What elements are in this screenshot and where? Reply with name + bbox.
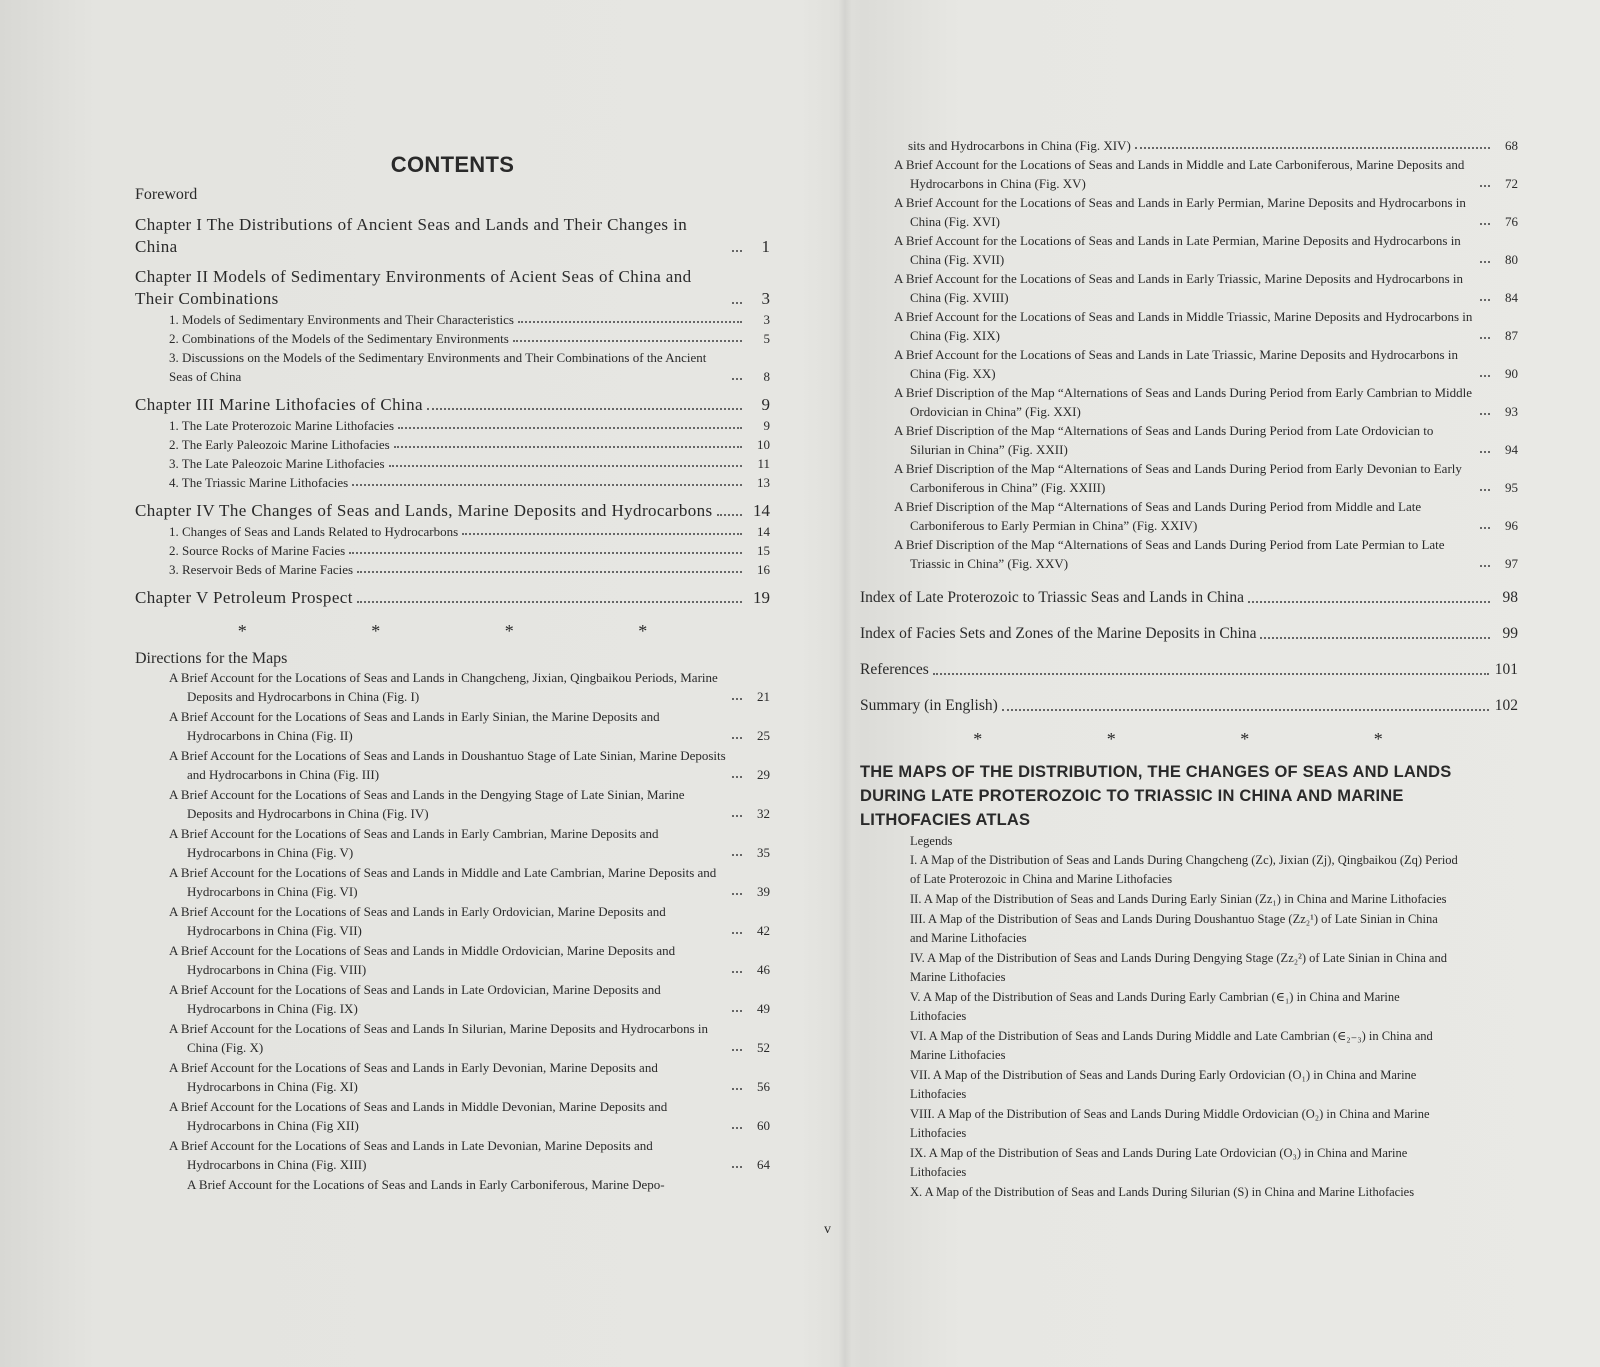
toc-figure-entry xyxy=(135,980,770,1018)
book-gutter xyxy=(838,0,852,1367)
left-page xyxy=(135,146,770,1195)
toc-entry-text: A Brief Account for the Locations of Seas and Lands in Early Cambrian, Marine Deposits and Hydrocarbons in China (Fig. V) xyxy=(169,826,659,860)
toc-figure-entry xyxy=(878,193,1518,231)
toc-figure-entry xyxy=(878,421,1518,459)
toc-index-entry xyxy=(860,587,1518,609)
toc-entry-text: A Brief Account for the Locations of Seas and Lands in Late Permian, Marine Deposits and Hydrocarbons in China (Fig. XVII) xyxy=(894,233,1461,267)
toc-page-number: 29 xyxy=(757,767,770,782)
toc-figure-entry xyxy=(878,231,1518,269)
leader-dots xyxy=(1480,489,1490,491)
toc-page-number: 94 xyxy=(1505,442,1518,457)
section-divider-stars-right: * * * * xyxy=(973,729,1443,749)
toc-sub-4-1: 1. Changes of Seas and Lands Related to Hydrocarbons 14 xyxy=(169,524,770,539)
toc-page-number: 46 xyxy=(757,962,770,977)
toc-chapter-5: Chapter V Petroleum Prospect 19 xyxy=(135,588,770,607)
toc-entry-text: A Brief Account for the Locations of Seas and Lands in Early Triassic, Marine Deposits and Hydrocarbons in China (Fig. XVIII) xyxy=(894,271,1463,305)
leader-dots xyxy=(1480,185,1490,187)
section-divider-stars: * * * * xyxy=(237,621,708,641)
toc-chapter-1: Chapter I The Distributions of Ancient Seas and Lands and Their Changes in China 1 xyxy=(135,215,770,256)
toc-figure-entry xyxy=(135,863,770,901)
page-folio: v xyxy=(824,1222,831,1237)
toc-page-number: 90 xyxy=(1505,366,1518,381)
toc-sub-2-1: 1. Models of Sedimentary Environments and Their Characteristics 3 xyxy=(169,312,770,327)
toc-entry-text: A Brief Account for the Locations of Seas and Lands in Early Permian, Marine Deposits and Hydrocarbons in China (Fig. XVI) xyxy=(894,195,1466,229)
leader-dots xyxy=(732,854,742,856)
toc-page-number: 21 xyxy=(757,689,770,704)
leader-dots xyxy=(732,932,742,934)
toc-page-number: 72 xyxy=(1505,176,1518,191)
leader-dots xyxy=(1480,299,1490,301)
leader-dots xyxy=(1480,337,1490,339)
toc-page-number: 93 xyxy=(1505,404,1518,419)
leader-dots xyxy=(732,1049,742,1051)
atlas-map-entry: IV. A Map of the Distribution of Seas and Lands During Dengying Stage (Zz₂²) of Late Sinian in China and Marine Lithofacies xyxy=(910,951,1447,984)
leader-dots xyxy=(732,815,742,817)
toc-entry-text: A Brief Account for the Locations of Seas and Lands in Middle and Late Carboniferous, Marine Deposits and Hydrocarbons in China (Fig. XV) xyxy=(894,157,1465,191)
toc-page-number: 102 xyxy=(1494,697,1518,714)
leader-dots xyxy=(732,698,742,700)
toc-entry-text: A Brief Account for the Locations of Seas and Lands in Middle and Late Cambrian, Marine Deposits and Hydrocarbons in China (Fig. VI) xyxy=(169,865,717,899)
leader-dots xyxy=(732,893,742,895)
toc-figure-entry xyxy=(878,497,1518,535)
leader-dots xyxy=(732,1088,742,1090)
toc-entry-text: Summary (in English) xyxy=(860,697,998,714)
toc-chapter-4: Chapter IV The Changes of Seas and Lands, Marine Deposits and Hydrocarbons 14 xyxy=(135,501,770,520)
atlas-map-entry: VIII. A Map of the Distribution of Seas and Lands During Middle Ordovician (O₂) in China and Marine Lithofacies xyxy=(910,1107,1430,1140)
legends-label: Legends xyxy=(910,834,953,848)
toc-figure-entry xyxy=(878,307,1518,345)
toc-entry-text: A Brief Account for the Locations of Seas and Lands in Late Devonian, Marine Deposits and Hydrocarbons in China (Fig. XIII) xyxy=(169,1138,653,1172)
leader-dots xyxy=(1260,637,1490,639)
toc-sub-3-1: 1. The Late Proterozoic Marine Lithofacies 9 xyxy=(169,418,770,433)
toc-page-number: 84 xyxy=(1505,290,1518,305)
atlas-map-entry: II. A Map of the Distribution of Seas and Lands During Early Sinian (Zz₁) in China and Marine Lithofacies xyxy=(910,892,1447,906)
toc-page-number: 42 xyxy=(757,923,770,938)
directions-heading: Directions for the Maps xyxy=(135,650,288,667)
leader-dots xyxy=(1002,709,1489,711)
toc-figure-entry xyxy=(135,1097,770,1135)
toc-entry-text: Index of Facies Sets and Zones of the Marine Deposits in China xyxy=(860,625,1257,642)
atlas-map-entry: VII. A Map of the Distribution of Seas and Lands During Early Ordovician (O₁) in China and Marine Lithofacies xyxy=(910,1068,1417,1101)
toc-page-number: 96 xyxy=(1505,518,1518,533)
toc-entry-text: A Brief Account for the Locations of Seas and Lands in Changcheng, Jixian, Qingbaikou Periods, Marine Deposits and Hydrocarbons in China (Fig. I) xyxy=(169,670,718,704)
toc-sub-4-2: 2. Source Rocks of Marine Facies 15 xyxy=(169,543,770,558)
toc-entry-text: A Brief Account for the Locations of Seas and Lands in Doushantuo Stage of Late Sinian, Marine Deposits and Hydrocarbons in China (Fig. III) xyxy=(169,748,726,782)
toc-page-number: 52 xyxy=(757,1040,770,1055)
toc-sub-3-2: 2. The Early Paleozoic Marine Lithofacies 10 xyxy=(169,437,770,452)
toc-index-entry xyxy=(860,659,1518,681)
atlas-map-entry: IX. A Map of the Distribution of Seas and Lands During Late Ordovician (O₃) in China and Marine Lithofacies xyxy=(910,1146,1408,1179)
toc-page-number: 99 xyxy=(1502,625,1518,642)
leader-dots xyxy=(1248,601,1490,603)
toc-page-number: 76 xyxy=(1505,214,1518,229)
toc-figure-entry xyxy=(135,785,770,823)
toc-sub-4-3: 3. Reservoir Beds of Marine Facies 16 xyxy=(169,562,770,577)
toc-entry-text: A Brief Account for the Locations of Seas and Lands in Early Ordovician, Marine Deposits and Hydrocarbons in China (Fig. VII) xyxy=(169,904,666,938)
toc-figure-entry xyxy=(878,383,1518,421)
toc-figure-entry xyxy=(135,1019,770,1057)
toc-entry-text: A Brief Account for the Locations of Seas and Lands in Early Sinian, the Marine Deposits and Hydrocarbons in China (Fig. II) xyxy=(169,709,660,743)
toc-entry-text: A Brief Account for the Locations of Seas and Lands in Late Ordovician, Marine Deposits and Hydrocarbons in China (Fig. IX) xyxy=(169,982,661,1016)
toc-page-number: 80 xyxy=(1505,252,1518,267)
toc-page-number: 56 xyxy=(757,1079,770,1094)
toc-figure-entry xyxy=(878,269,1518,307)
figure-directions-list-continued xyxy=(878,155,1518,573)
toc-entry-text: A Brief Account for the Locations of Seas and Lands in Late Triassic, Marine Deposits and Hydrocarbons in China (Fig. XX) xyxy=(894,347,1458,381)
toc-index-entry xyxy=(860,695,1518,717)
toc-figure-entry xyxy=(135,1136,770,1174)
leader-dots xyxy=(1480,413,1490,415)
toc-figure-entry xyxy=(135,1058,770,1096)
toc-entry-text: A Brief Discription of the Map “Alternations of Seas and Lands During Period from Early Cambrian to Middle Ordovician in China” (Fig. XXI) xyxy=(894,385,1473,419)
toc-figure-entry xyxy=(135,746,770,784)
leader-dots xyxy=(933,673,1489,675)
leader-dots xyxy=(1480,565,1490,567)
toc-figure-entry xyxy=(878,155,1518,193)
toc-entry-text: A Brief Discription of the Map “Alternations of Seas and Lands During Period from Late Ordovician to Silurian in China” (Fig. XXII) xyxy=(894,423,1434,457)
leader-dots xyxy=(1480,223,1490,225)
leader-dots xyxy=(732,776,742,778)
toc-figure-entry xyxy=(135,668,770,706)
toc-sub-2-3: 3. Discussions on the Models of the Sedimentary Environments and Their Combinations of the Ancient Seas of China 8 xyxy=(169,350,770,384)
toc-page-number: 60 xyxy=(757,1118,770,1133)
index-entries xyxy=(860,587,1518,717)
toc-figure-entry xyxy=(878,345,1518,383)
toc-chapter-2: Chapter II Models of Sedimentary Environments of Acient Seas of China and Their Combinations 3 xyxy=(135,267,770,308)
leader-dots xyxy=(732,737,742,739)
toc-page-number: 98 xyxy=(1502,589,1518,606)
toc-figure-entry xyxy=(878,535,1518,573)
foreword-entry: Foreword xyxy=(135,186,198,203)
toc-entry-text: A Brief Discription of the Map “Alternations of Seas and Lands During Period from Early Devonian to Early Carboniferous in China” (Fig. XXIII) xyxy=(894,461,1462,495)
leader-dots xyxy=(1480,261,1490,263)
leader-dots xyxy=(732,971,742,973)
contents-title: CONTENTS xyxy=(390,152,515,177)
toc-sub-3-4: 4. The Triassic Marine Lithofacies 13 xyxy=(169,475,770,490)
toc-page-number: 32 xyxy=(757,806,770,821)
atlas-map-entry: III. A Map of the Distribution of Seas and Lands During Doushantuo Stage (Zz₂¹) of Late Sinian in China and Marine Lithofacies xyxy=(910,912,1438,945)
toc-figure-xiv: sits and Hydrocarbons in China (Fig. XIV) 68 xyxy=(908,138,1518,153)
toc-figure-continued: A Brief Account for the Locations of Seas and Lands in Early Carboniferous, Marine Depo- xyxy=(187,1177,665,1192)
toc-page-number: 39 xyxy=(757,884,770,899)
toc-entry-text: A Brief Account for the Locations of Seas and Lands in Middle Ordovician, Marine Deposits and Hydrocarbons in China (Fig. VIII) xyxy=(169,943,676,977)
toc-entry-text: A Brief Discription of the Map “Alternations of Seas and Lands During Period from Middle and Late Carboniferous to Early Permian in China” (Fig. XXIV) xyxy=(894,499,1422,533)
figure-directions-list xyxy=(135,668,770,1174)
atlas-map-entry: V. A Map of the Distribution of Seas and Lands During Early Cambrian (∈₁) in China and Marine Lithofacies xyxy=(910,990,1400,1023)
toc-entry-text: A Brief Account for the Locations of Seas and Lands in Middle Devonian, Marine Deposits and Hydrocarbons in China (Fig XII) xyxy=(169,1099,668,1133)
toc-sub-2-2: 2. Combinations of the Models of the Sedimentary Environments 5 xyxy=(169,331,770,346)
toc-entry-text: A Brief Discription of the Map “Alternations of Seas and Lands During Period from Late Permian to Late Triassic in China” (Fig. XXV) xyxy=(894,537,1445,571)
leader-dots xyxy=(1480,527,1490,529)
toc-sub-3-3: 3. The Late Paleozoic Marine Lithofacies 11 xyxy=(169,456,770,471)
toc-page-number: 97 xyxy=(1505,556,1518,571)
toc-figure-entry xyxy=(135,902,770,940)
leader-dots xyxy=(1480,451,1490,453)
toc-page-number: 87 xyxy=(1505,328,1518,343)
toc-entry-text: References xyxy=(860,661,929,678)
atlas-title: THE MAPS OF THE DISTRIBUTION, THE CHANGES OF SEAS AND LANDS DURING LATE PROTEROZOIC TO TRIASSIC IN CHINA AND MARINE LITHOFACIES ATLAS xyxy=(860,763,1452,829)
leader-dots xyxy=(732,1010,742,1012)
toc-page-number: 95 xyxy=(1505,480,1518,495)
atlas-map-list xyxy=(878,851,1518,1202)
toc-page-number: 25 xyxy=(757,728,770,743)
toc-entry-text: A Brief Account for the Locations of Seas and Lands In Silurian, Marine Deposits and Hydrocarbons in China (Fig. X) xyxy=(169,1021,709,1055)
toc-chapter-3: Chapter III Marine Lithofacies of China 9 xyxy=(135,395,770,414)
toc-entry-text: Index of Late Proterozoic to Triassic Seas and Lands in China xyxy=(860,589,1244,606)
atlas-map-entry: X. A Map of the Distribution of Seas and Lands During Silurian (S) in China and Marine Lithofacies xyxy=(910,1185,1415,1199)
toc-page-number: 101 xyxy=(1494,661,1518,678)
toc-entry-text: A Brief Account for the Locations of Seas and Lands in Early Devonian, Marine Deposits and Hydrocarbons in China (Fig. XI) xyxy=(169,1060,658,1094)
toc-figure-entry xyxy=(135,941,770,979)
toc-page-number: 35 xyxy=(757,845,770,860)
leader-dots xyxy=(1480,375,1490,377)
leader-dots xyxy=(732,1166,742,1168)
atlas-map-entry: I. A Map of the Distribution of Seas and Lands During Changcheng (Zc), Jixian (Zj), Qingbaikou (Zq) Period of Late Proterozoic in China and Marine Lithofacies xyxy=(910,853,1458,886)
toc-page-number: 49 xyxy=(757,1001,770,1016)
toc-figure-entry xyxy=(135,707,770,745)
atlas-map-entry: VI. A Map of the Distribution of Seas and Lands During Middle and Late Cambrian (∈₂₋₃) in China and Marine Lithofacies xyxy=(910,1029,1433,1062)
right-page xyxy=(860,136,1518,1203)
toc-page-number: 64 xyxy=(757,1157,770,1172)
toc-entry-text: A Brief Account for the Locations of Seas and Lands in the Dengying Stage of Late Sinian, Marine Deposits and Hydrocarbons in China (Fig. IV) xyxy=(169,787,685,821)
toc-figure-entry xyxy=(135,824,770,862)
leader-dots xyxy=(732,1127,742,1129)
toc-entry-text: A Brief Account for the Locations of Seas and Lands in Middle Triassic, Marine Deposits and Hydrocarbons in China (Fig. XIX) xyxy=(894,309,1473,343)
toc-index-entry xyxy=(860,623,1518,645)
toc-figure-entry xyxy=(878,459,1518,497)
